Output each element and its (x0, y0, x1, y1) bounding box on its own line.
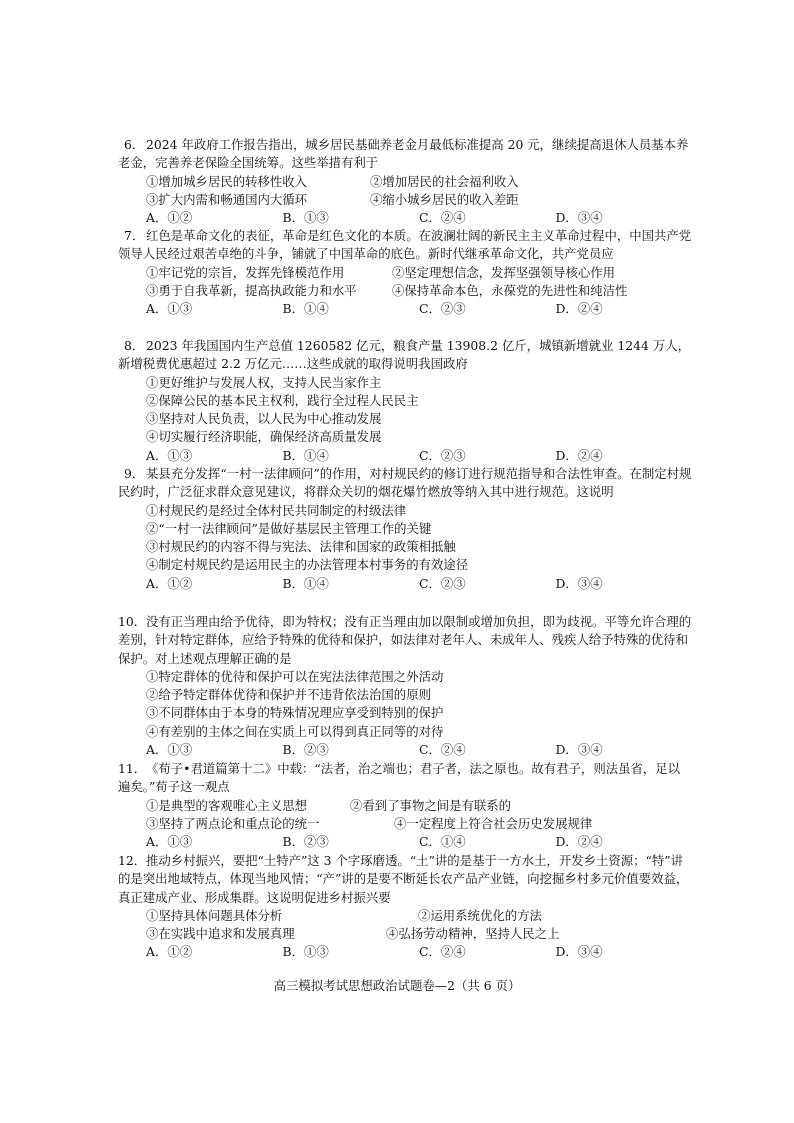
option-item: ①是典型的客观唯心主义思想 (146, 797, 308, 813)
option-item: ④保持革命本色，永葆党的先进性和纯洁性 (392, 282, 628, 298)
option-row (118, 815, 692, 833)
option-row (118, 925, 692, 943)
answer-choice: D．②④ (555, 834, 603, 850)
answer-choices (118, 741, 692, 759)
option-item: ③扩大内需和畅通国内大循环 (146, 191, 308, 207)
question-number: 12． (118, 853, 147, 868)
question-12 (118, 852, 692, 962)
answer-choice: B．②③ (282, 742, 329, 758)
answer-choice: C．②③ (419, 301, 466, 317)
option-row (118, 173, 692, 191)
question-stem (118, 465, 692, 502)
question-text: 红色是革命文化的表征，革命是红色文化的本质。在波澜壮阔的新民主主义革命过程中，中国共产党领导人民经过艰苦卓绝的斗争，铺就了中国革命的底色。新时代继承革命文化，共产党员应 (118, 228, 692, 262)
answer-choice: B．①③ (282, 210, 329, 226)
question-text: 某县充分发挥“一村一法律顾问”的作用，对村规民约的修订进行规范指导和合法性审查。在制定村规民约时，广泛征求群众意见建议，将群众关切的烟花爆竹燃放等纳入其中进行规范。这说明 (118, 466, 692, 500)
option-row (118, 282, 692, 300)
answer-choice: D．②④ (555, 447, 603, 463)
question-stem (118, 136, 692, 173)
option-row (118, 191, 692, 209)
option-item: ④一定程度上符合社会历史发展规律 (394, 815, 593, 831)
answer-choice: B．①④ (282, 575, 329, 591)
answer-choices (118, 209, 692, 227)
option-item: ③勇于自我革新，提高执政能力和水平 (146, 282, 357, 298)
option-item: ②坚定理想信念，发挥坚强领导核心作用 (392, 264, 616, 280)
question-text: 《荀子•君道篇第十二》中载：“法者，治之端也；君子者，法之原也。故有君子，则法虽省，足以遍矣。”荀子这一观点 (118, 761, 681, 795)
option-row (118, 264, 692, 282)
question-text: 2023 年我国国内生产总值 1260582 亿元，粮食产量 13908.2 亿斤，城镇新增就业 1244 万人，新增税费优惠超过 2.2 万亿元……这些成就的取得说明我国政府 (118, 338, 690, 372)
answer-choice: A．①② (146, 210, 193, 226)
option-item: ②看到了事物之间是有联系的 (350, 797, 512, 813)
answer-choice: C．②③ (419, 447, 466, 463)
answer-choice: B．①④ (282, 301, 329, 317)
answer-choice: A．①③ (146, 834, 193, 850)
option-item: ④有差别的主体之间在实质上可以得到真正同等的对待 (146, 723, 444, 739)
answer-choice: A．①③ (146, 301, 193, 317)
question-number: 8． (124, 338, 145, 353)
question-9 (118, 465, 692, 593)
question-number: 11． (118, 761, 147, 776)
option-item: ③不同群体由于本身的特殊情况理应享受到特别的保护 (146, 705, 444, 721)
answer-choice: C．②③ (419, 575, 466, 591)
question-stem (118, 613, 692, 668)
question-stem (118, 760, 692, 797)
question-number: 7． (124, 228, 145, 243)
answer-choices (118, 833, 692, 851)
answer-choices (118, 447, 692, 465)
answer-choice: B．①③ (282, 944, 329, 960)
option-item: ②增加居民的社会福利收入 (370, 173, 519, 189)
answer-choice: D．③④ (555, 575, 603, 591)
option-item: ①牢记党的宗旨，发挥先锋模范作用 (146, 264, 345, 280)
option-item: ①更好维护与发展人权，支持人民当家作主 (146, 374, 382, 390)
answer-choice: A．①③ (146, 447, 193, 463)
question-10 (118, 613, 692, 759)
option-item: ②给予特定群体优待和保护并不违背依法治国的原则 (146, 687, 431, 703)
option-item: ②“一村一法律顾问”是做好基层民主管理工作的关键 (146, 520, 432, 536)
question-11 (118, 760, 692, 851)
answer-choice: D．②④ (555, 301, 603, 317)
option-item: ①特定群体的优待和保护可以在宪法法律范围之外活动 (146, 668, 444, 684)
question-text: 2024 年政府工作报告指出，城乡居民基础养老金月最低标准提高 20 元，继续提高退休人员基本养老金，完善养老保险全国统筹。这些举措有利于 (118, 137, 689, 171)
answer-choice: C．②④ (419, 742, 466, 758)
option-item: ②保障公民的基本民主权利，践行全过程人民民主 (146, 392, 419, 408)
question-number: 6． (124, 137, 145, 152)
option-item: ③坚持对人民负责，以人民为中心推动发展 (146, 411, 382, 427)
answer-choice: A．①② (146, 575, 193, 591)
answer-choices (118, 300, 692, 318)
option-item: ①坚持具体问题具体分析 (146, 907, 283, 923)
answer-choice: D．③④ (555, 742, 603, 758)
option-item: ①村规民约是经过全体村民共同制定的村级法律 (146, 502, 407, 518)
option-item: ④弘扬劳动精神，坚持人民之上 (386, 926, 560, 942)
question-7 (118, 227, 692, 318)
answer-choices (118, 575, 692, 593)
question-stem (118, 227, 692, 264)
question-text: 没有正当理由给予优待，即为特权；没有正当理由加以限制或增加负担，即为歧视。平等允许合理的差别，针对特定群体，应给予特殊的优待和保护，如法律对老年人、未成年人、残疾人给予特殊的优待和保护。对上述观点理解正确的是 (118, 614, 692, 666)
option-item: ④缩小城乡居民的收入差距 (370, 191, 519, 207)
answer-choice: C．②④ (419, 210, 466, 226)
option-item: ③村规民约的内容不得与宪法、法律和国家的政策相抵触 (146, 539, 456, 555)
option-item: ②运用系统优化的方法 (418, 907, 542, 923)
answer-choices (118, 943, 692, 961)
question-6 (118, 136, 692, 227)
option-item: ③坚持了两点论和重点论的统一 (146, 815, 320, 831)
option-row (118, 797, 692, 815)
question-stem (118, 852, 692, 907)
answer-choice: B．①④ (282, 447, 329, 463)
answer-choice: D．③④ (555, 944, 603, 960)
question-number: 10． (118, 614, 147, 629)
page-footer: 高三模拟考试思想政治试题卷—2（共 6 页） (273, 978, 521, 993)
answer-choice: B．②③ (282, 834, 329, 850)
option-row (118, 907, 692, 925)
option-item: ④切实履行经济职能，确保经济高质量发展 (146, 429, 382, 445)
answer-choice: D．③④ (555, 210, 603, 226)
option-item: ③在实践中追求和发展真理 (146, 926, 295, 942)
question-stem (118, 337, 692, 374)
answer-choice: C．①④ (419, 834, 466, 850)
answer-choice: A．①② (146, 944, 193, 960)
answer-choice: A．①③ (146, 742, 193, 758)
option-item: ①增加城乡居民的转移性收入 (146, 173, 308, 189)
question-number: 9． (124, 466, 145, 481)
option-item: ④制定村规民约是运用民主的办法管理本村事务的有效途径 (146, 557, 469, 573)
answer-choice: C．②④ (419, 944, 466, 960)
question-text: 推动乡村振兴，要把“土特产”这 3 个字琢磨透。“土”讲的是基于一方水土，开发乡土资源；“特”讲的是突出地域特点，体现当地风情；“产”讲的是要不断延长农产品产业链，向挖掘乡村多元价值要效益，真正建成产业、形成集群。这说明促进乡村振兴要 (118, 853, 689, 905)
question-8 (118, 337, 692, 465)
